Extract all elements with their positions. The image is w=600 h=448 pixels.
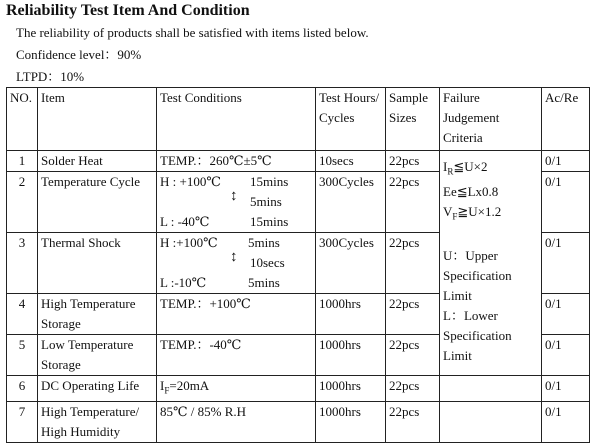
row-hours: 1000hrs	[316, 401, 386, 442]
row-condition: TEMP.：260℃±5℃	[157, 151, 316, 172]
condition-time-1: 15mins	[250, 174, 289, 189]
criteria-lower-2: Specification	[443, 328, 512, 344]
row-item-line2: Storage	[41, 316, 81, 331]
row-sample: 22pcs	[386, 376, 440, 402]
confidence-level: Confidence level：90%	[16, 47, 142, 62]
header-conditions: Test Conditions	[157, 88, 316, 151]
criteria-lower-3: Limit	[443, 348, 472, 364]
row-item-line1: Low Temperature	[41, 337, 134, 352]
row-item	[38, 335, 157, 376]
header-failure-line3: Criteria	[443, 130, 483, 145]
row-acre: 0/1	[542, 335, 590, 376]
page-title: Reliability Test Item And Condition	[6, 2, 250, 19]
row-item: DC Operating Life	[38, 376, 157, 402]
header-failure-line1: Failure	[443, 90, 480, 105]
header-sample-line2: Sizes	[389, 110, 417, 125]
condition-low: L :-10℃	[160, 275, 207, 290]
row-sample: 22pcs	[386, 151, 440, 172]
row-item: Temperature Cycle	[38, 172, 157, 233]
criteria-empty	[440, 376, 542, 402]
row-no: 6	[7, 376, 38, 402]
header-sample	[386, 88, 440, 151]
row-condition: $I_F=20mA$	[157, 376, 316, 402]
table-row	[7, 376, 590, 402]
row-acre: 0/1	[542, 172, 590, 233]
row-hours: 10secs	[316, 151, 386, 172]
criteria-lower-1: L：Lower	[443, 308, 498, 324]
row-item-line2: Storage	[41, 357, 81, 372]
condition-high: H :+100℃	[160, 235, 218, 250]
criteria-empty	[440, 401, 542, 442]
row-item-line2: High Humidity	[41, 423, 121, 439]
header-item: Item	[38, 88, 157, 151]
row-sample: 22pcs	[386, 401, 440, 442]
condition-time-3: 15mins	[250, 214, 289, 229]
table-row	[7, 401, 590, 442]
header-hours	[316, 88, 386, 151]
row-sample: 22pcs	[386, 233, 440, 294]
condition-low: L : -40℃	[160, 214, 210, 229]
row-acre: 0/1	[542, 376, 590, 402]
row-no: 7	[7, 401, 38, 442]
row-hours: 1000hrs	[316, 376, 386, 402]
row-item-line1: High Temperature/	[41, 403, 140, 419]
condition-time-1: 5mins	[248, 235, 280, 250]
row-item	[38, 294, 157, 335]
condition-high: H : +100℃	[160, 174, 221, 189]
row-item-line1: High Temperature	[41, 296, 136, 311]
row-condition: 85℃ / 85% R.H	[157, 401, 316, 442]
up-down-arrow-icon: ↕	[230, 188, 238, 204]
row-sample: 22pcs	[386, 294, 440, 335]
row-acre: 0/1	[542, 151, 590, 172]
criteria-upper-2: Specification	[443, 268, 512, 284]
row-no: 4	[7, 294, 38, 335]
row-hours: 1000hrs	[316, 294, 386, 335]
ltpd: LTPD：10%	[16, 69, 85, 84]
reliability-table	[6, 87, 590, 443]
row-condition	[157, 172, 316, 233]
criteria-ir: $I_R≦U\times 2$	[443, 159, 488, 177]
criteria-upper-1: U：Upper	[443, 248, 498, 264]
header-no: NO.	[7, 88, 38, 151]
header-row	[7, 88, 590, 151]
row-no: 2	[7, 172, 38, 233]
row-item: Solder Heat	[38, 151, 157, 172]
row-condition: TEMP.：+100℃	[157, 294, 316, 335]
header-acre: Ac/Re	[542, 88, 590, 151]
header-failure-line2: Judgement	[443, 110, 500, 125]
criteria-ee: Ee≦Lx0.8	[443, 183, 499, 199]
failure-criteria	[440, 151, 542, 376]
row-condition: TEMP.：-40℃	[157, 335, 316, 376]
row-item: Thermal Shock	[38, 233, 157, 294]
criteria-vf: $V_F≧U\times 1.2$	[443, 203, 502, 222]
row-hours: 300Cycles	[316, 172, 386, 233]
row-acre: 0/1	[542, 233, 590, 294]
header-sample-line1: Sample	[389, 90, 428, 105]
row-sample: 22pcs	[386, 172, 440, 233]
condition-time-2: 10secs	[250, 255, 285, 270]
row-sample: 22pcs	[386, 335, 440, 376]
row-hours: 1000hrs	[316, 335, 386, 376]
row-acre: 0/1	[542, 294, 590, 335]
row-no: 3	[7, 233, 38, 294]
row-item	[38, 401, 157, 442]
row-hours: 300Cycles	[316, 233, 386, 294]
criteria-upper-3: Limit	[443, 288, 472, 304]
intro-text: The reliability of products shall be satisfied with items listed below.	[16, 25, 369, 40]
table-row	[7, 151, 590, 172]
condition-time-2: 5mins	[250, 194, 282, 209]
header-failure	[440, 88, 542, 151]
up-down-arrow-icon: ↕	[230, 249, 238, 265]
row-acre: 0/1	[542, 401, 590, 442]
row-no: 5	[7, 335, 38, 376]
header-hours-line1: Test Hours/	[319, 90, 380, 105]
row-no: 1	[7, 151, 38, 172]
row-condition	[157, 233, 316, 294]
header-hours-line2: Cycles	[319, 110, 355, 125]
condition-time-3: 5mins	[248, 275, 280, 290]
